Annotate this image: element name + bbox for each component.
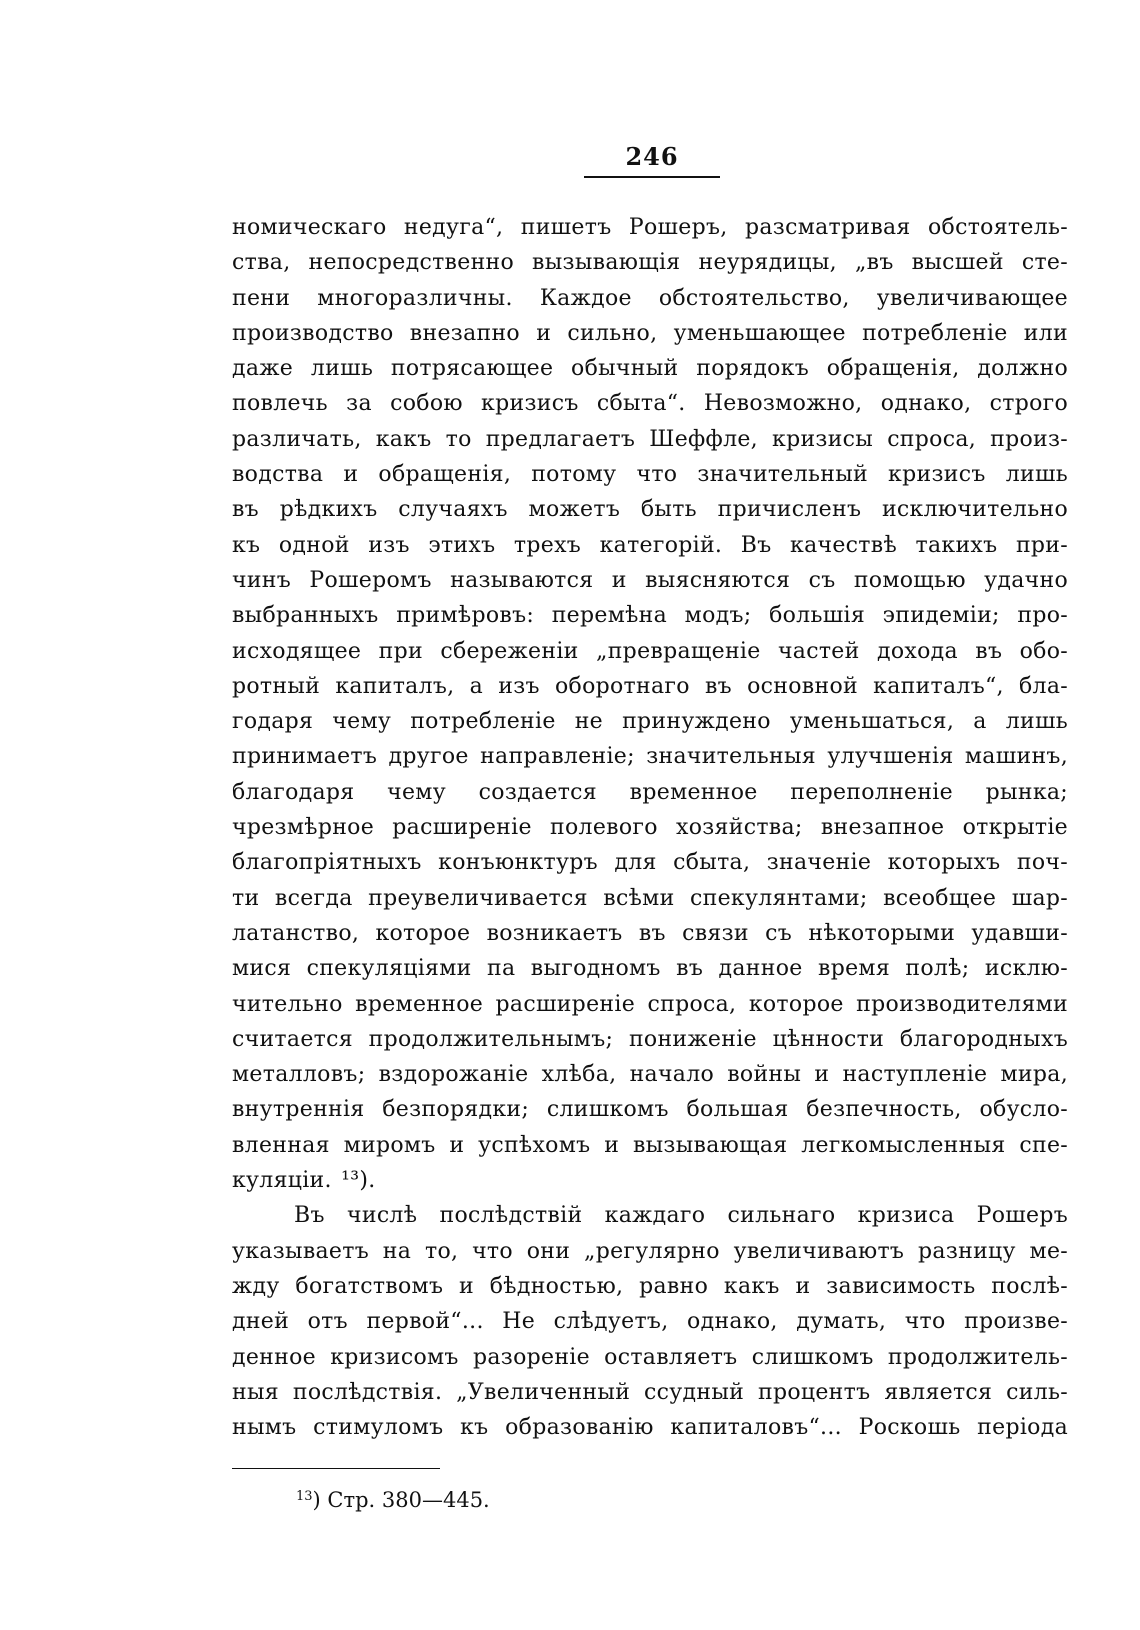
text-line: къ одной изъ этихъ трехъ категорій. Въ качествѣ такихъ при-	[232, 532, 1068, 558]
text-line: даже лишь потрясающее обычный порядокъ обращенія, должно	[232, 356, 1068, 382]
text-line: вленная миромъ и успѣхомъ и вызывающая легкомысленныя спе-	[232, 1132, 1068, 1158]
text-line: дней отъ первой“... Не слѣдуетъ, однако, думать, что произве-	[232, 1309, 1068, 1335]
text-line: номическаго недуга“, пишетъ Рошеръ, разсматривая обстоятель-	[232, 215, 1068, 240]
footnote-marker: 13	[296, 1489, 313, 1504]
text-line: повлечь за собою кризисъ сбыта“. Невозможно, однако, строго	[232, 391, 1068, 417]
footnote-rule	[232, 1468, 440, 1469]
body-text	[232, 210, 1068, 1445]
text-line: куляціи. ¹³).	[232, 1168, 376, 1194]
text-line: водства и обращенія, потому что значительный кризисъ лишь	[232, 462, 1068, 488]
text-line: выбранныхъ примѣровъ: перемѣна модъ; большія эпидеміи; про-	[232, 603, 1068, 629]
footnote-text: ) Стр. 380—445.	[312, 1488, 490, 1512]
text-line: въ рѣдкихъ случаяхъ можетъ быть причисленъ исключительно	[232, 497, 1068, 523]
text-line: ства, непосредственно вызывающія неурядицы, „въ высшей сте-	[232, 250, 1068, 276]
page-number: 246	[625, 142, 679, 171]
text-line: нымъ стимуломъ къ образованію капиталовъ“... Роскошь періода	[232, 1415, 1068, 1441]
text-line: металловъ; вздорожаніе хлѣба, начало войны и наступленіе мира,	[232, 1062, 1068, 1088]
text-line: Въ числѣ послѣдствій каждаго сильнаго кризиса Рошеръ	[294, 1203, 1068, 1229]
text-line: чинъ Рошеромъ называются и выясняются съ помощью удачно	[232, 567, 1068, 593]
text-line: годаря чему потребленіе не принуждено уменьшаться, а лишь	[232, 709, 1068, 735]
text-line: указываетъ на то, что они „регулярно увеличиваютъ разницу ме-	[232, 1238, 1068, 1264]
text-line: внутреннія безпорядки; слишкомъ большая безпечность, обусло-	[232, 1097, 1068, 1123]
page-number-rule	[584, 176, 720, 178]
footnote	[296, 1486, 490, 1514]
text-line: чрезмѣрное расширеніе полевого хозяйства; внезапное открытіе	[232, 815, 1068, 841]
text-line: жду богатствомъ и бѣдностью, равно какъ и зависимость послѣ-	[232, 1273, 1068, 1299]
text-line: денное кризисомъ разореніе оставляетъ слишкомъ продолжитель-	[232, 1344, 1068, 1370]
text-line: ти всегда преувеличивается всѣми спекулянтами; всеобщее шар-	[232, 885, 1068, 911]
text-line: различать, какъ то предлагаетъ Шеффле, кризисы спроса, произ-	[232, 426, 1068, 452]
text-line: исходящее при сбереженіи „превращеніе частей дохода въ обо-	[232, 638, 1068, 664]
text-line: принимаетъ другое направленіе; значительныя улучшенія машинъ,	[232, 744, 1068, 770]
text-line: благопріятныхъ конъюнктуръ для сбыта, значеніе которыхъ поч-	[232, 850, 1068, 876]
text-line: производство внезапно и сильно, уменьшающее потребленіе или	[232, 320, 1068, 346]
text-line: считается продолжительнымъ; пониженіе цѣнности благородныхъ	[232, 1026, 1068, 1052]
text-line: благодаря чему создается временное переполненіе рынка;	[232, 779, 1068, 805]
text-line: ныя послѣдствія. „Увеличенный ссудный процентъ является силь-	[232, 1379, 1068, 1405]
text-line: чительно временное расширеніе спроса, которое производителями	[232, 991, 1068, 1017]
text-line: латанство, которое возникаетъ въ связи съ нѣкоторыми удавши-	[232, 920, 1068, 946]
text-line: ротный капиталъ, а изъ оборотнаго въ основной капиталъ“, бла-	[232, 673, 1068, 699]
text-line: пени многоразличны. Каждое обстоятельство, увеличивающее	[232, 285, 1068, 311]
text-line: мися спекуляціями па выгодномъ въ данное время полѣ; исклю-	[232, 956, 1068, 982]
